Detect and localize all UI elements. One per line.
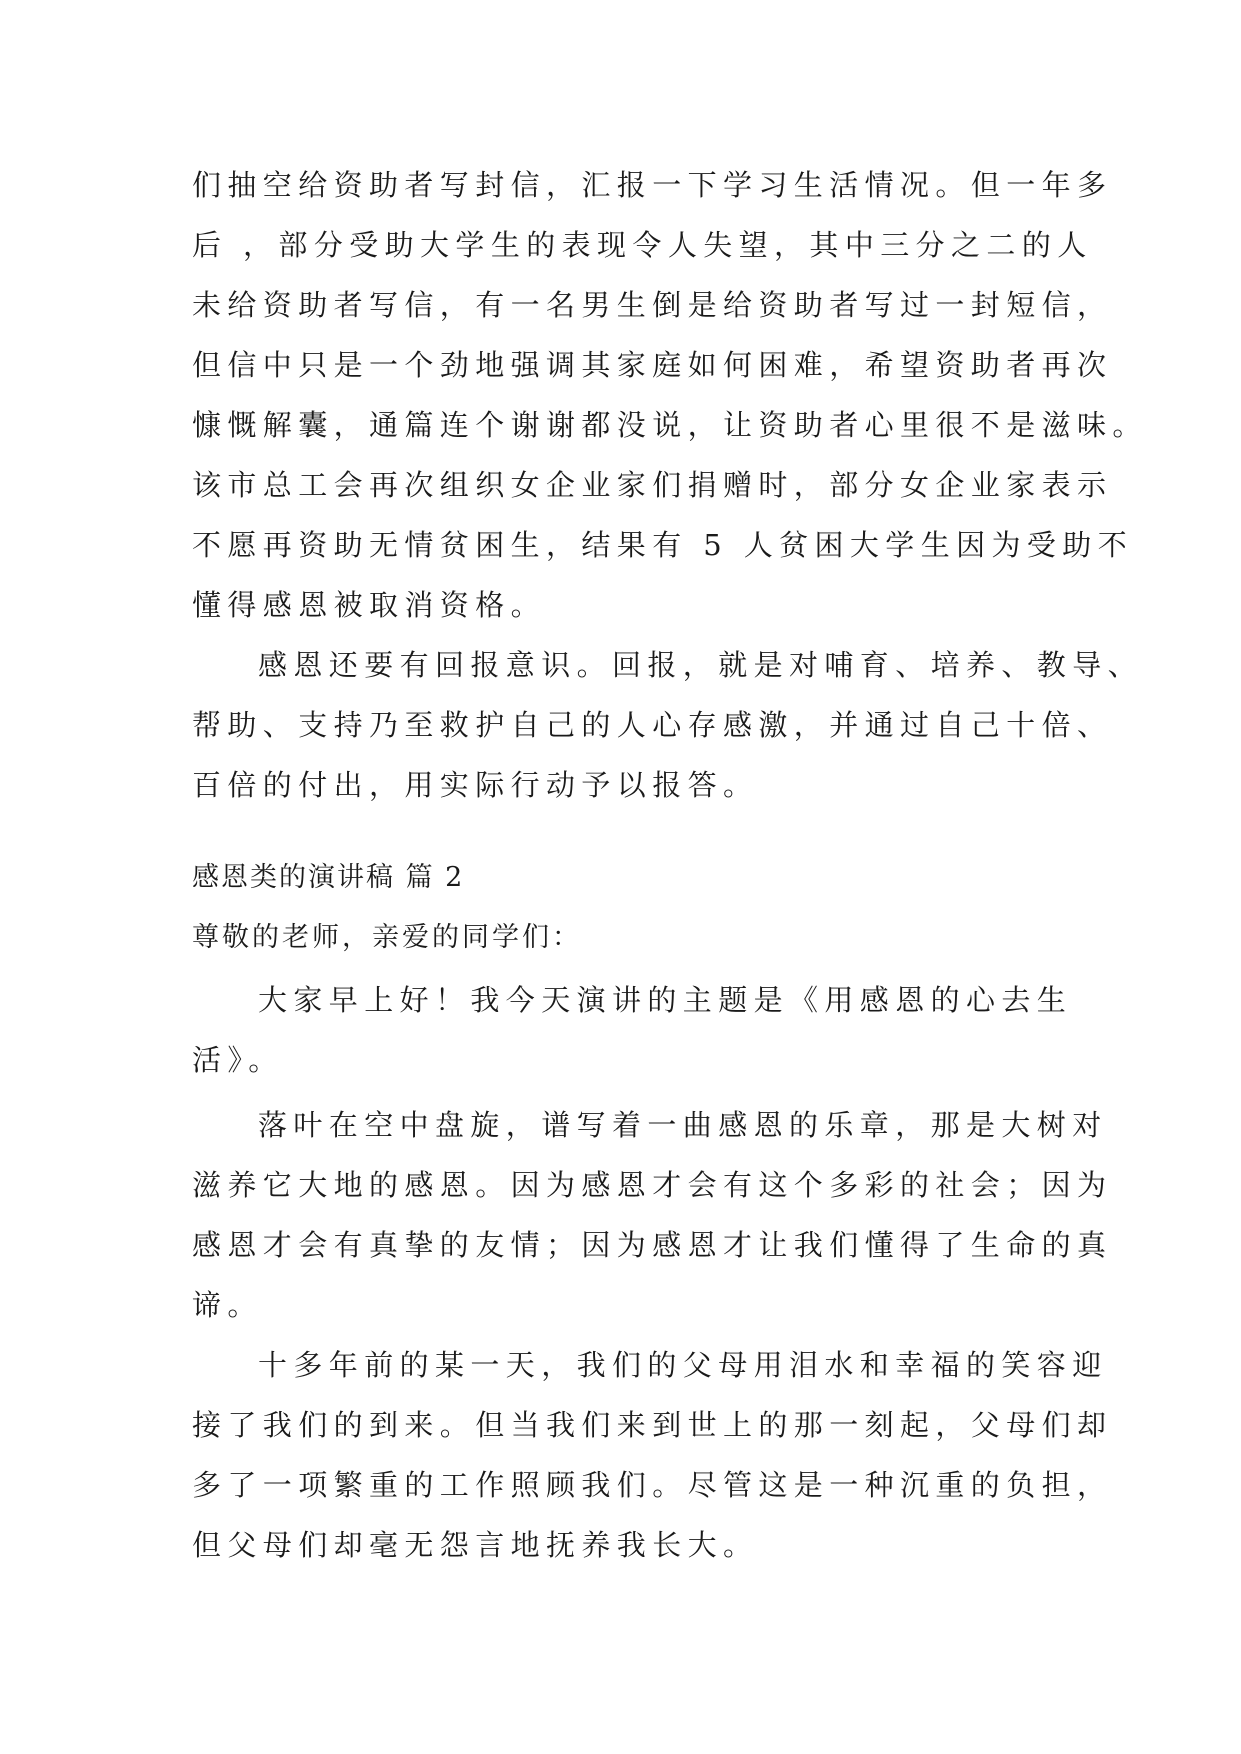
text-line: 慷慨解囊，通篇连个谢谢都没说，让资助者心里很不是滋味。: [192, 408, 1148, 442]
text-line: 落叶在空中盘旋，谱写着一曲感恩的乐章，那是大树对: [258, 1108, 1108, 1142]
text-line: 多了一项繁重的工作照顾我们。尽管这是一种沉重的负担，: [192, 1468, 1113, 1502]
section-title: 感恩类的演讲稿 篇 2: [192, 862, 465, 893]
text-line: 感恩才会有真挚的友情；因为感恩才让我们懂得了生命的真: [192, 1228, 1113, 1262]
text-line: 但父母们却毫无怨言地抚养我长大。: [192, 1528, 759, 1562]
text-line: 滋养它大地的感恩。因为感恩才会有这个多彩的社会；因为: [192, 1168, 1113, 1202]
text-line: 大家早上好！我今天演讲的主题是《用感恩的心去生: [258, 983, 1073, 1017]
text-line: 懂得感恩被取消资格。: [192, 588, 547, 622]
text-line: 不愿再资助无情贫困生，结果有 5 人贫困大学生因为受助不: [192, 528, 1134, 562]
text-line: 但信中只是一个劲地强调其家庭如何困难，希望资助者再次: [192, 348, 1113, 382]
text-line: 该市总工会再次组织女企业家们捐赠时，部分女企业家表示: [192, 468, 1113, 502]
text-line: 接了我们的到来。但当我们来到世上的那一刻起，父母们却: [192, 1408, 1113, 1442]
text-line: 活》。: [192, 1043, 284, 1077]
text-line: 们抽空给资助者写封信，汇报一下学习生活情况。但一年多: [192, 168, 1113, 202]
text-line: 后 ，部分受助大学生的表现令人失望，其中三分之二的人: [192, 228, 1093, 262]
text-line: 十多年前的某一天，我们的父母用泪水和幸福的笑容迎: [258, 1348, 1108, 1382]
text-line: 感恩还要有回报意识。回报，就是对哺育、培养、教导、: [258, 648, 1144, 682]
text-line: 未给资助者写信，有一名男生倒是给资助者写过一封短信，: [192, 288, 1113, 322]
text-line: 百倍的付出，用实际行动予以报答。: [192, 768, 759, 802]
text-line: 帮助、支持乃至救护自己的人心存感激，并通过自己十倍、: [192, 708, 1113, 742]
text-line: 谛。: [192, 1288, 263, 1322]
salutation: 尊敬的老师，亲爱的同学们：: [192, 922, 582, 953]
